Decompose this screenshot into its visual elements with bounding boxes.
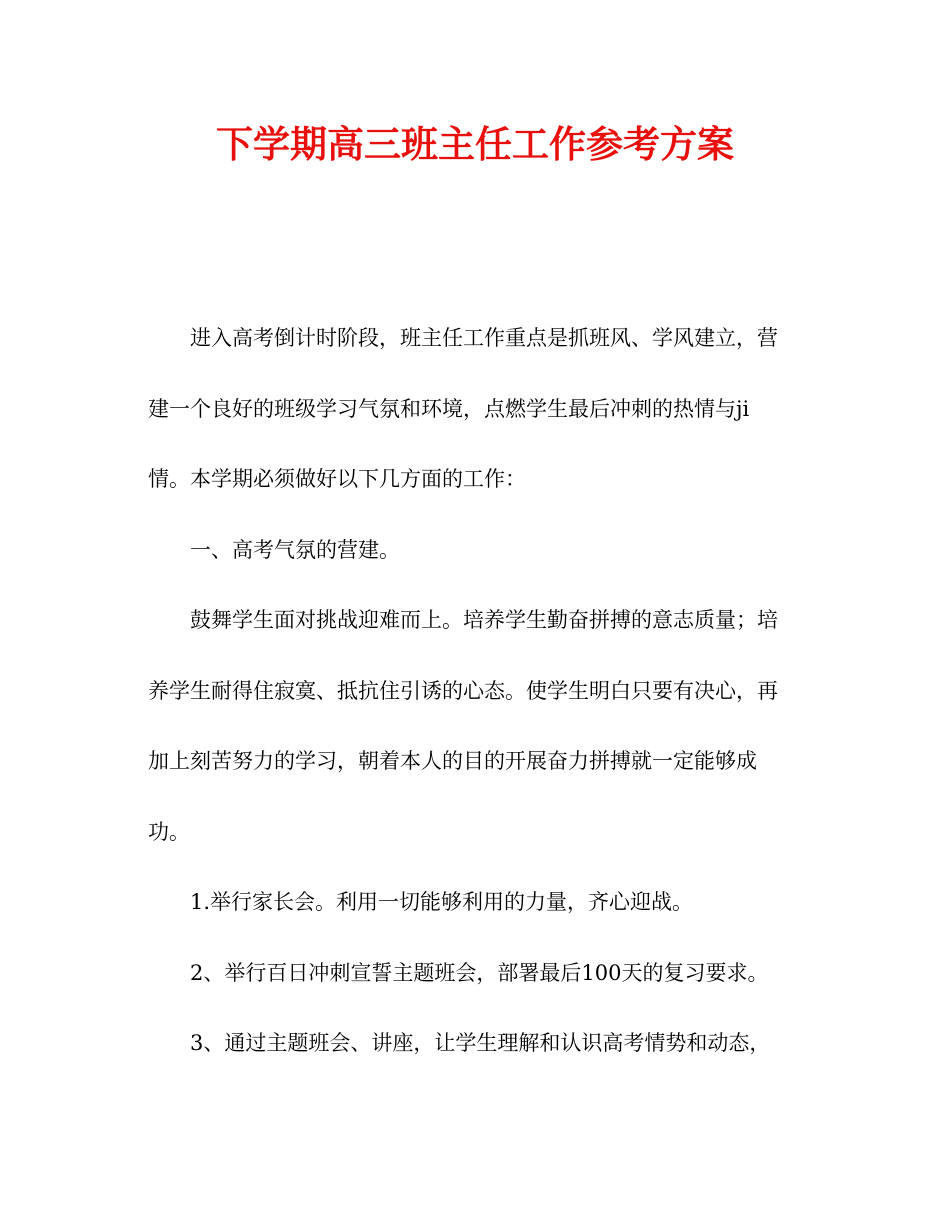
section-heading-1: 一、高考气氛的营建。 [190, 537, 400, 562]
list-item-3: 3、通过主题班会、讲座，让学生理解和认识高考情势和动态， [190, 1031, 771, 1055]
paragraph-encourage-line-4: 功。 [148, 819, 190, 844]
paragraph-encourage-line-2: 养学生耐得住寂寞、抵抗住引诱的心态。使学生明白只要有决心，再 [148, 678, 778, 703]
paragraph-intro-line-1: 进入高考倒计时阶段，班主任工作重点是抓班风、学风建立，营 [190, 326, 778, 350]
document-body [148, 303, 808, 1079]
paragraph-intro-line-3: 情。本学期必须做好以下几方面的工作： [148, 467, 526, 491]
list-item-1: 1.举行家长会。利用一切能够利用的力量，齐心迎战。 [190, 890, 694, 914]
paragraph-intro-line-2: 建一个良好的班级学习气氛和环境，点燃学生最后冲刺的热情与ji [148, 396, 750, 421]
paragraph-encourage-line-3: 加上刻苦努力的学习，朝着本人的目的开展奋力拼搏就一定能够成 [148, 749, 757, 773]
paragraph-encourage-line-1: 鼓舞学生面对挑战迎难而上。培养学生勤奋拼搏的意志质量；培 [190, 608, 778, 632]
document-title: 下学期高三班主任工作参考方案 [216, 123, 734, 166]
list-item-2: 2、举行百日冲刺宣誓主题班会，部署最后100天的复习要求。 [190, 960, 769, 985]
